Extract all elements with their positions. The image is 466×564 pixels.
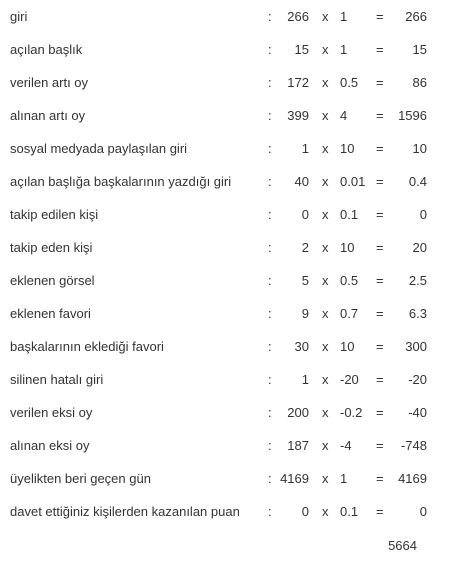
colon-separator: : (268, 504, 272, 519)
row-count: 1 (301, 141, 309, 156)
colon-separator: : (268, 339, 272, 354)
equals-sign: = (376, 405, 384, 420)
equals-sign: = (376, 306, 384, 321)
score-row (10, 33, 466, 66)
row-label: eklenen favori (10, 306, 91, 321)
times-sign: x (322, 438, 329, 453)
row-result: 2.5 (408, 273, 427, 288)
row-multiplier: 4 (340, 108, 348, 123)
times-sign: x (322, 405, 329, 420)
row-label: sosyal medyada paylaşılan giri (10, 141, 188, 156)
row-result: 1596 (398, 108, 427, 123)
row-count: 399 (287, 108, 309, 123)
row-count: 40 (294, 174, 309, 189)
row-multiplier: -4 (340, 438, 352, 453)
colon-separator: : (268, 306, 272, 321)
row-result: 0.4 (408, 174, 427, 189)
equals-sign: = (376, 174, 384, 189)
colon-separator: : (268, 108, 272, 123)
row-result: 266 (405, 9, 427, 24)
score-row (10, 330, 466, 363)
row-label: alınan eksi oy (10, 438, 90, 453)
row-multiplier: 0.7 (340, 306, 359, 321)
equals-sign: = (376, 42, 384, 57)
row-result: -748 (400, 438, 427, 453)
row-result: -40 (408, 405, 427, 420)
equals-sign: = (376, 9, 384, 24)
times-sign: x (322, 504, 329, 519)
row-result: 4169 (398, 471, 427, 486)
row-count: 30 (294, 339, 309, 354)
row-label: silinen hatalı giri (10, 372, 104, 387)
times-sign: x (322, 108, 329, 123)
equals-sign: = (376, 339, 384, 354)
times-sign: x (322, 207, 329, 222)
row-label: açılan başlık (10, 42, 83, 57)
row-label: takip eden kişi (10, 240, 93, 255)
row-count: 1 (301, 372, 309, 387)
equals-sign: = (376, 141, 384, 156)
equals-sign: = (376, 273, 384, 288)
times-sign: x (322, 9, 329, 24)
row-result: 10 (412, 141, 427, 156)
equals-sign: = (376, 75, 384, 90)
equals-sign: = (376, 207, 384, 222)
row-result: -20 (408, 372, 427, 387)
score-table (10, 0, 466, 528)
times-sign: x (322, 141, 329, 156)
row-label: davet ettiğiniz kişilerden kazanılan puan (10, 504, 240, 519)
times-sign: x (322, 42, 329, 57)
row-count: 187 (287, 438, 309, 453)
score-row (10, 0, 466, 33)
row-label: üyelikten beri geçen gün (10, 471, 151, 486)
row-multiplier: 0.5 (340, 75, 359, 90)
row-label: alınan artı oy (10, 108, 86, 123)
score-row (10, 396, 466, 429)
colon-separator: : (268, 438, 272, 453)
row-label: başkalarının eklediği favori (10, 339, 164, 354)
row-multiplier: -20 (340, 372, 359, 387)
colon-separator: : (268, 174, 272, 189)
score-row (10, 66, 466, 99)
row-result: 86 (412, 75, 427, 90)
row-result: 20 (412, 240, 427, 255)
row-count: 266 (287, 9, 309, 24)
row-label: takip edilen kişi (10, 207, 99, 222)
score-row (10, 231, 466, 264)
colon-separator: : (268, 471, 272, 486)
row-label: eklenen görsel (10, 273, 95, 288)
score-row (10, 297, 466, 330)
row-result: 0 (419, 504, 427, 519)
total-score: 5664 (388, 538, 417, 553)
row-count: 9 (301, 306, 309, 321)
equals-sign: = (376, 471, 384, 486)
score-row (10, 132, 466, 165)
row-multiplier: 10 (340, 141, 355, 156)
colon-separator: : (268, 75, 272, 90)
times-sign: x (322, 372, 329, 387)
row-multiplier: 0.1 (340, 207, 359, 222)
row-count: 4169 (280, 471, 309, 486)
score-row (10, 165, 466, 198)
colon-separator: : (268, 207, 272, 222)
times-sign: x (322, 306, 329, 321)
row-count: 2 (301, 240, 309, 255)
row-label: giri (10, 9, 28, 24)
row-count: 172 (287, 75, 309, 90)
score-row (10, 264, 466, 297)
equals-sign: = (376, 504, 384, 519)
row-multiplier: 0.5 (340, 273, 359, 288)
times-sign: x (322, 273, 329, 288)
row-result: 6.3 (408, 306, 427, 321)
row-count: 200 (287, 405, 309, 420)
score-row (10, 363, 466, 396)
score-row (10, 462, 466, 495)
row-count: 0 (301, 207, 309, 222)
row-count: 0 (301, 504, 309, 519)
colon-separator: : (268, 42, 272, 57)
row-label: açılan başlığa başkalarının yazdığı giri (10, 174, 232, 189)
colon-separator: : (268, 405, 272, 420)
row-result: 300 (405, 339, 427, 354)
row-multiplier: 1 (340, 471, 348, 486)
equals-sign: = (376, 108, 384, 123)
equals-sign: = (376, 240, 384, 255)
row-multiplier: 0.01 (340, 174, 366, 189)
colon-separator: : (268, 372, 272, 387)
colon-separator: : (268, 273, 272, 288)
colon-separator: : (268, 240, 272, 255)
row-label: verilen eksi oy (10, 405, 93, 420)
score-row (10, 99, 466, 132)
colon-separator: : (268, 141, 272, 156)
score-row (10, 198, 466, 231)
row-multiplier: 1 (340, 42, 348, 57)
row-multiplier: 10 (340, 240, 355, 255)
row-multiplier: 10 (340, 339, 355, 354)
row-multiplier: -0.2 (340, 405, 363, 420)
score-row (10, 495, 466, 528)
row-label: verilen artı oy (10, 75, 89, 90)
row-count: 5 (301, 273, 309, 288)
times-sign: x (322, 240, 329, 255)
equals-sign: = (376, 372, 384, 387)
row-multiplier: 0.1 (340, 504, 359, 519)
times-sign: x (322, 174, 329, 189)
equals-sign: = (376, 438, 384, 453)
times-sign: x (322, 471, 329, 486)
colon-separator: : (268, 9, 272, 24)
row-result: 0 (419, 207, 427, 222)
times-sign: x (322, 75, 329, 90)
row-count: 15 (294, 42, 309, 57)
score-row (10, 429, 466, 462)
row-multiplier: 1 (340, 9, 348, 24)
row-result: 15 (412, 42, 427, 57)
times-sign: x (322, 339, 329, 354)
